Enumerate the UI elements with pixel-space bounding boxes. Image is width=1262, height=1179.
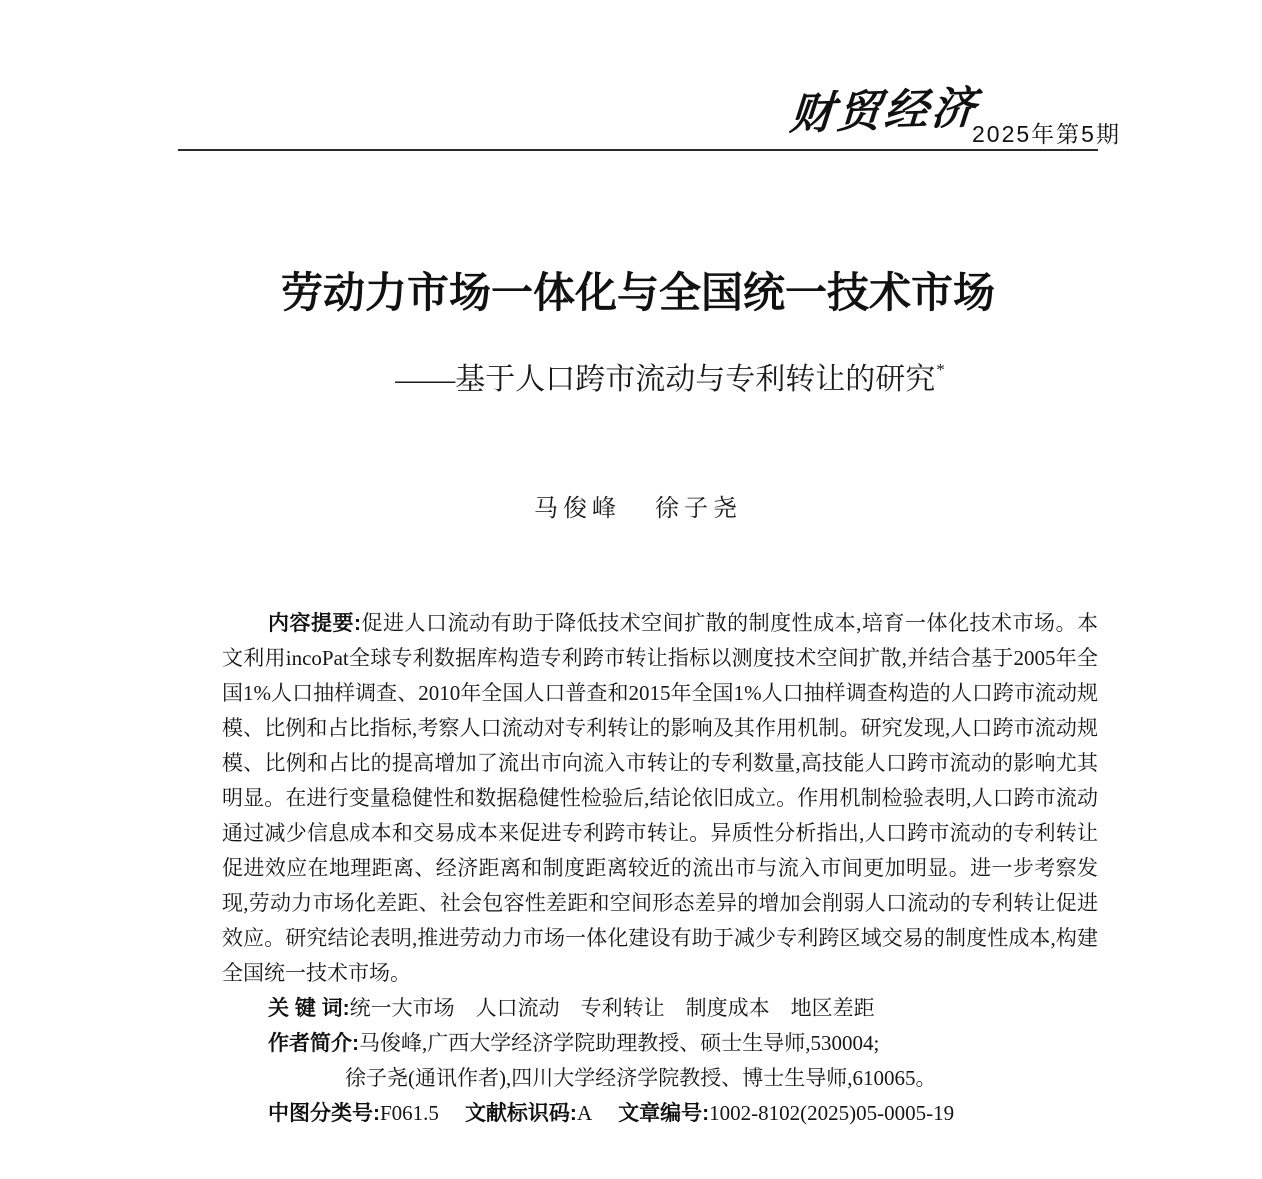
article-subtitle: ——基于人口跨市流动与专利转让的研究 <box>395 363 936 396</box>
author-bio-label: 作者简介: <box>268 1032 359 1055</box>
authors-row <box>178 488 1098 523</box>
clc-value: F061.5 <box>380 1101 439 1125</box>
author-name-first: 马俊峰 <box>534 496 621 522</box>
author-bio-text-2: 徐子尧(通讯作者),四川大学经济学院教授、博士生导师,610065。 <box>345 1066 937 1090</box>
clc-label: 中图分类号: <box>268 1102 380 1125</box>
keywords-line <box>222 991 1098 1026</box>
author-name-second: 徐子尧 <box>655 496 742 522</box>
author-bio-line-2 <box>222 1061 1098 1096</box>
author-bio-text-1: 马俊峰,广西大学经济学院助理教授、硕士生导师,530004; <box>359 1031 880 1055</box>
doc-code-label: 文献标识码: <box>464 1102 577 1125</box>
article-no-label: 文章编号: <box>618 1102 710 1125</box>
article-no-value: 1002-8102(2025)05-0005-19 <box>709 1101 955 1125</box>
keywords-label: 关 键 词: <box>268 997 350 1020</box>
author-bio-line-1 <box>222 1026 1098 1061</box>
article-subtitle-row <box>210 360 1130 398</box>
classification-line <box>222 1096 1098 1131</box>
abstract-text: 促进人口流动有助于降低技术空间扩散的制度性成本,培育一体化技术市场。本文利用incoPat全球专利数据库构造专利跨市转让指标以测度技术空间扩散,并结合基于2005年全国1%人口抽样调查、2010年全国人口普查和2015年全国1%人口抽样调查构造的人口跨市流动规模、比例和占比指标,考察人口流动对专利转让的影响及其作用机制。研究发现,人口跨市流动规模、比例和占比的提高增加了流出市向流入市转让的专利数量,高技能人口跨市流动的影响尤其明显。在进行变量稳健性和数据稳健性检验后,结论依旧成立。作用机制检验表明,人口跨市流动通过减少信息成本和交易成本来促进专利跨市转让。异质性分析指出,人口跨市流动的专利转让促进效应在地理距离、经济距离和制度距离较近的流出市与流入市间更加明显。进一步考察发现,劳动力市场化差距、社会包容性差距和空间形态差异的增加会削弱人口流动的专利转让促进效应。研究结论表明,推进劳动力市场一体化建设有助于减少专利跨区域交易的制度性成本,构建全国统一技术市场。 <box>222 611 1099 985</box>
article-title: 劳动力市场一体化与全国统一技术市场 <box>280 269 995 316</box>
front-matter <box>222 606 1098 1131</box>
footnote-marker: * <box>936 360 945 379</box>
issue-label: 2025年第5期 <box>972 121 1121 147</box>
keywords-text: 统一大市场 人口流动 专利转让 制度成本 地区差距 <box>349 996 875 1020</box>
journal-logo: 财贸经济 <box>788 83 981 140</box>
abstract-label: 内容提要: <box>268 612 362 635</box>
abstract-paragraph <box>222 606 1098 991</box>
doc-code-value: A <box>576 1101 593 1125</box>
header-rule <box>178 149 1098 151</box>
